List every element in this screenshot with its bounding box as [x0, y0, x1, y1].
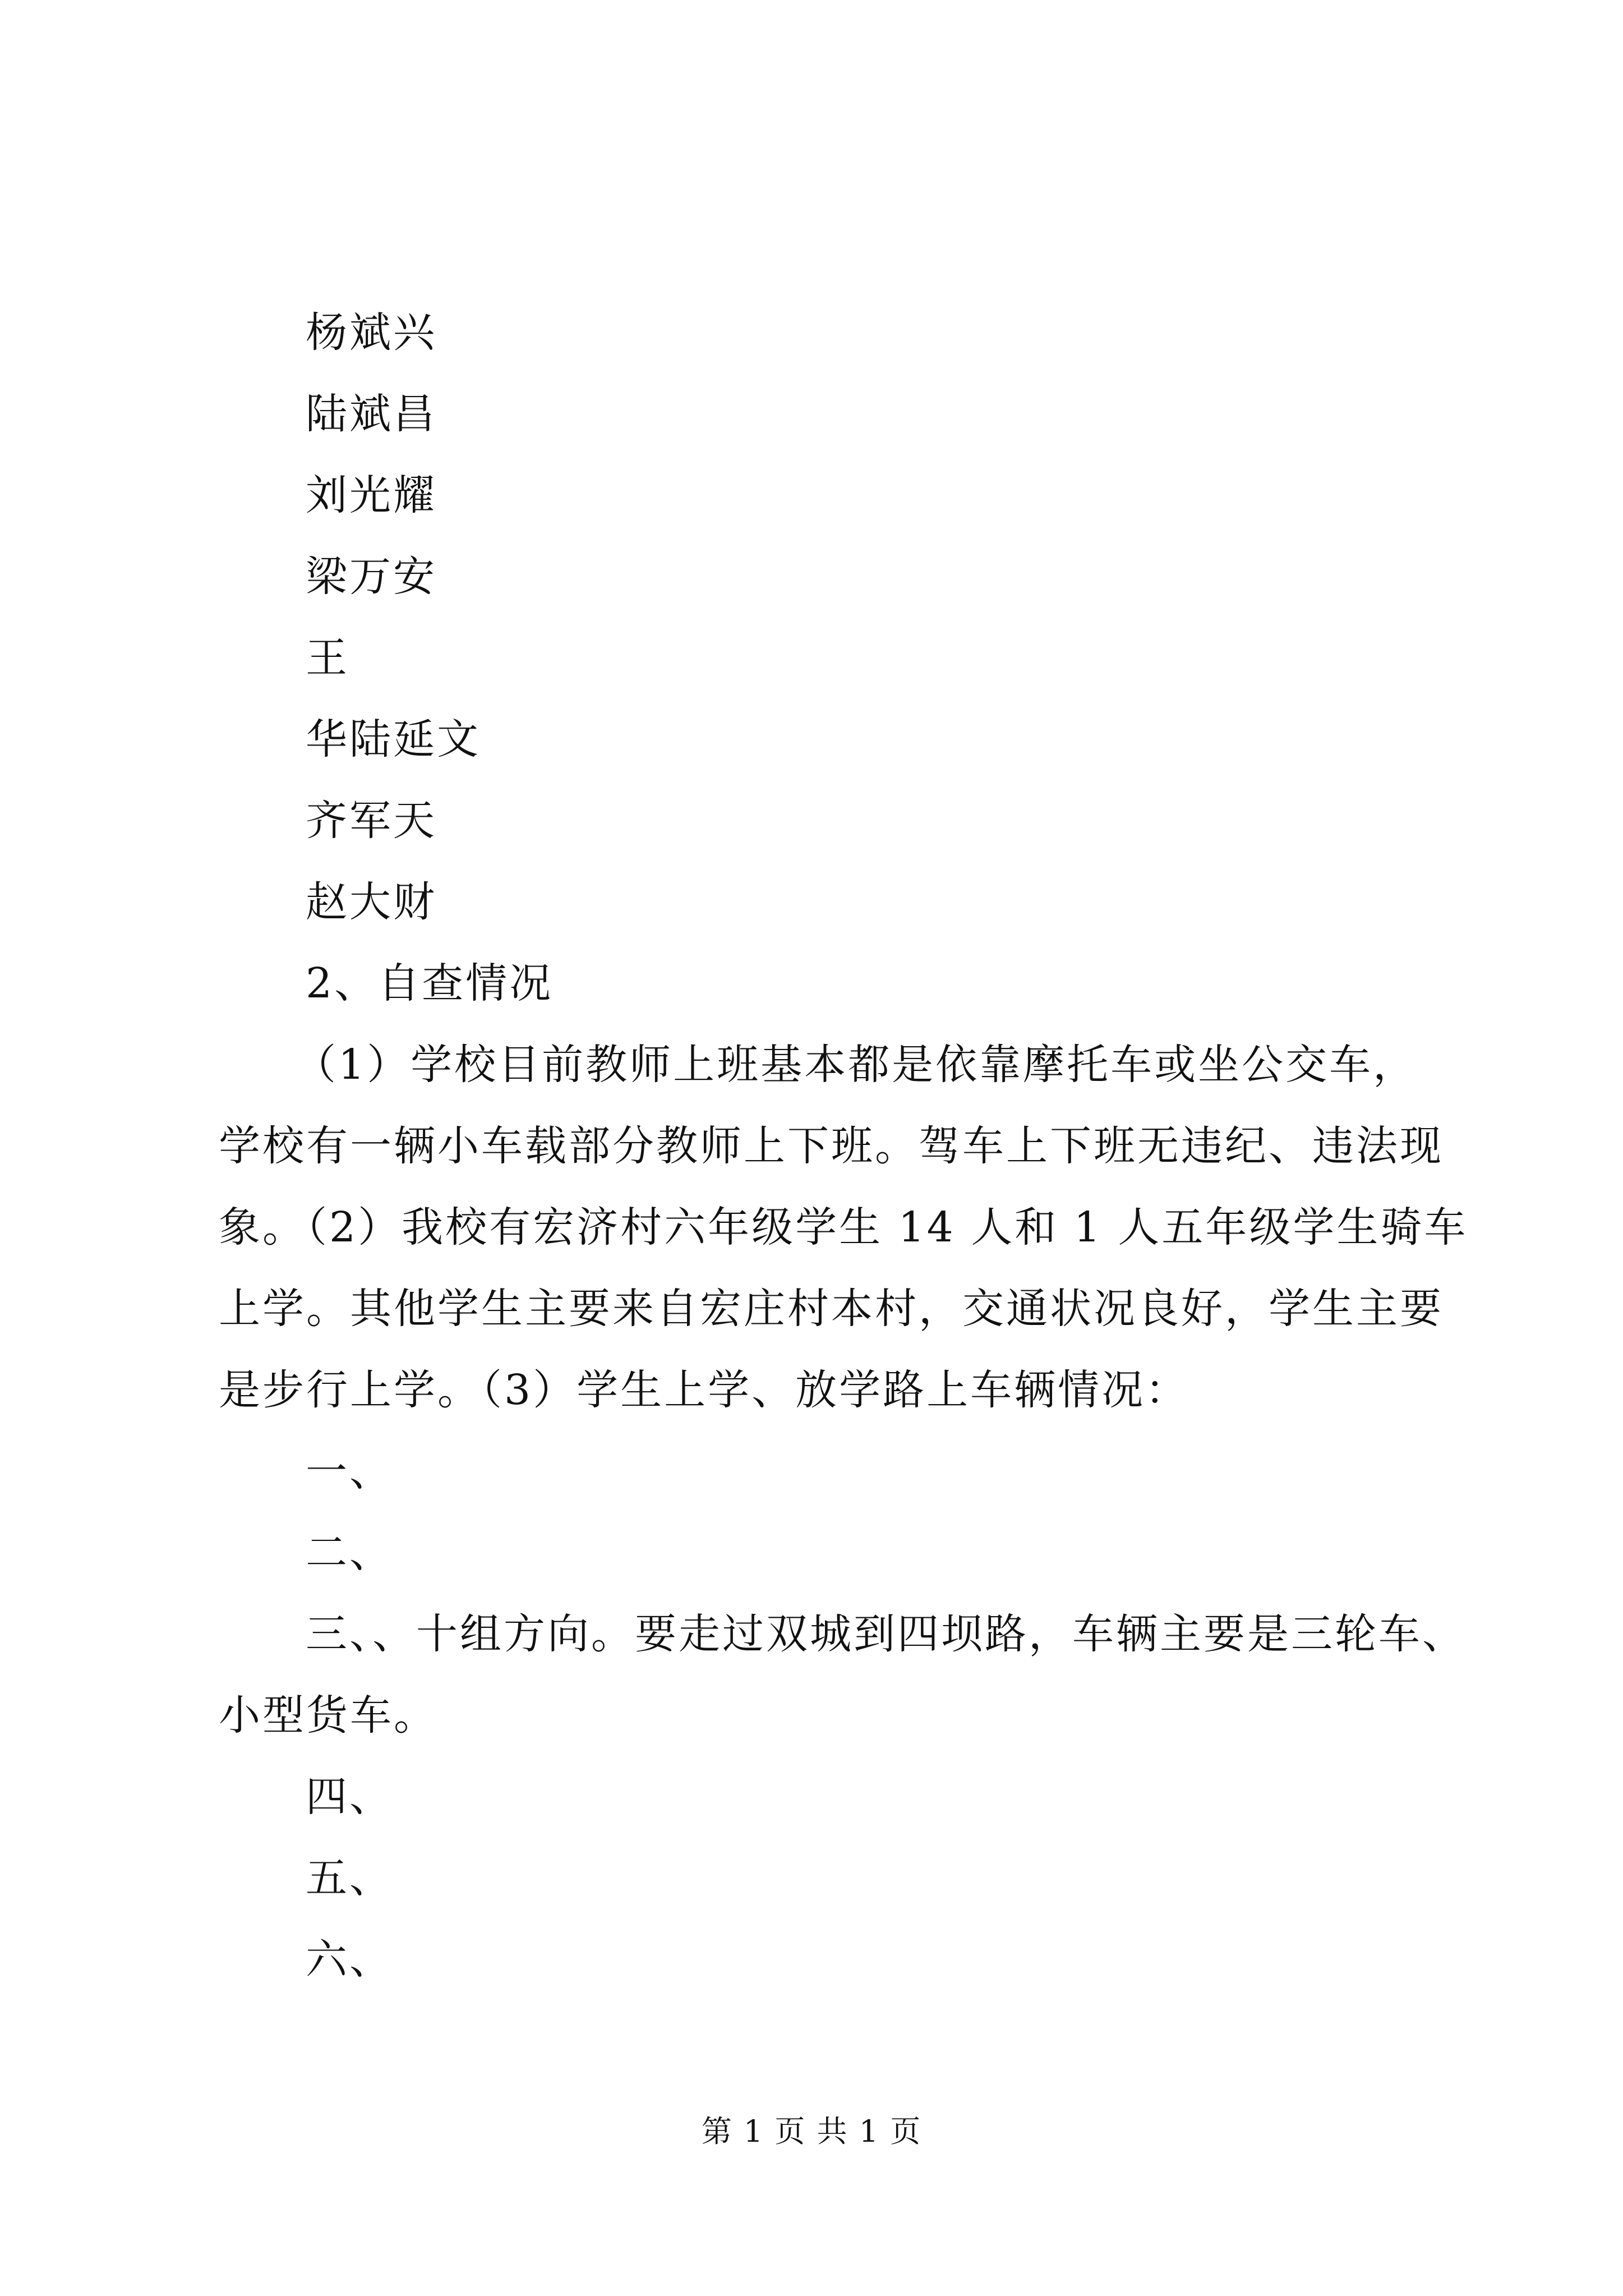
list-item-continuation: 小型货车。 [219, 1691, 437, 1740]
list-item: 五、 [306, 1854, 393, 1902]
paragraph-line: 象。（2）我校有宏济村六年级学生 14 人和 1 人五年级学生骑车 [219, 1203, 1468, 1251]
paragraph-line: 是步行上学。（3）学生上学、放学路上车辆情况： [219, 1366, 1189, 1414]
list-item: 四、 [306, 1773, 393, 1821]
name-line: 华陆延文 [306, 715, 481, 763]
name-line: 刘光耀 [306, 471, 437, 519]
name-line: 陆斌昌 [306, 390, 437, 438]
paragraph-line: 学校有一辆小车载部分教师上下班。驾车上下班无违纪、违法现 [219, 1122, 1444, 1170]
list-item: 六、 [306, 1935, 393, 1984]
list-item: 二、 [306, 1529, 393, 1577]
list-item: 三、、十组方向。要走过双城到四坝路，车辆主要是三轮车、 [306, 1610, 1466, 1658]
name-line: 赵大财 [306, 878, 437, 926]
name-line: 齐军天 [306, 797, 437, 845]
name-line: 杨斌兴 [306, 309, 437, 357]
paragraph-line: （1）学校目前教师上班基本都是依靠摩托车或坐公交车， [294, 1041, 1417, 1089]
paragraph-line: 上学。其他学生主要来自宏庄村本村，交通状况良好，学生主要 [219, 1285, 1444, 1333]
section-heading: 2、自查情况 [306, 959, 554, 1007]
page-footer: 第 1 页 共 1 页 [701, 2114, 922, 2149]
list-item: 一、 [306, 1447, 393, 1496]
name-line: 梁万安 [306, 553, 437, 601]
name-line: 王 [306, 634, 349, 682]
